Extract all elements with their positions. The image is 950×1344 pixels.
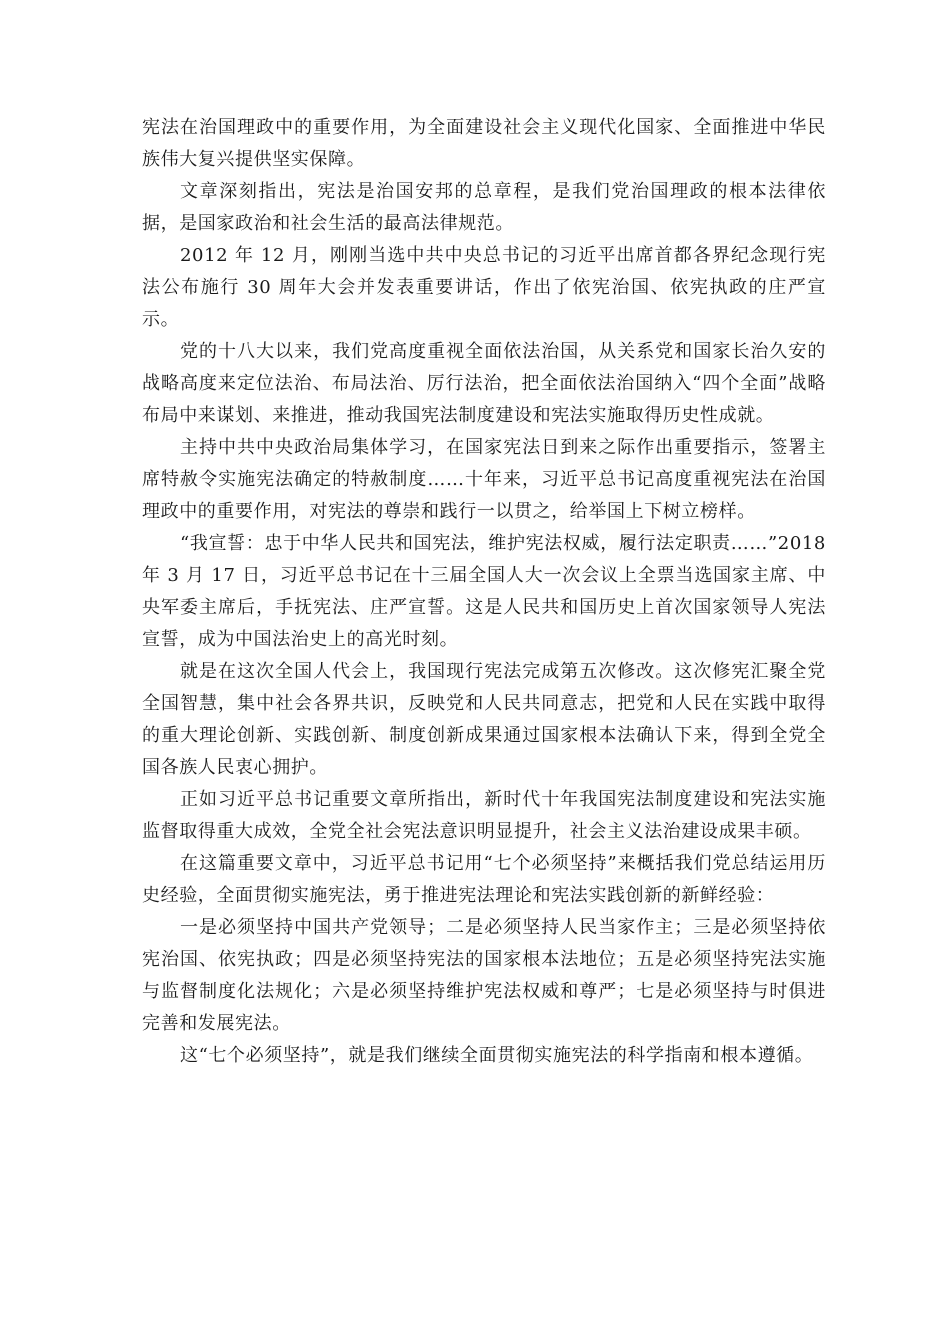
paragraph: 在这篇重要文章中，习近平总书记用“七个必须坚持”来概括我们党总结运用历史经验，全面贯彻实施宪法，勇于推进宪法理论和宪法实践创新的新鲜经验： [142,853,826,906]
document-body [142,112,826,1072]
paragraph: 党的十八大以来，我们党高度重视全面依法治国，从关系党和国家长治久安的战略高度来定位法治、布局法治、厉行法治，把全面依法治国纳入“四个全面”战略布局中来谋划、来推进，推动我国宪法制度建设和宪法实施取得历史性成就。 [142,341,826,426]
paragraph: 文章深刻指出，宪法是治国安邦的总章程，是我们党治国理政的根本法律依据，是国家政治和社会生活的最高法律规范。 [142,181,826,234]
paragraph: 2012 年 12 月，刚刚当选中共中央总书记的习近平出席首都各界纪念现行宪法公布施行 30 周年大会并发表重要讲话，作出了依宪治国、依宪执政的庄严宣示。 [142,245,826,330]
paragraph-conclusion: 这“七个必须坚持”，就是我们继续全面贯彻实施宪法的科学指南和根本遵循。 [180,1045,814,1066]
paragraph-oath-quote: “我宣誓：忠于中华人民共和国宪法，维护宪法权威，履行法定职责……”2018 年 3 月 17 日，习近平总书记在十三届全国人大一次会议上全票当选国家主席、中央军委主席后，手抚宪法、庄严宣誓。这是人民共和国历史上首次国家领导人宪法宣誓，成为中国法治史上的高光时刻。 [142,533,826,650]
paragraph: 就是在这次全国人代会上，我国现行宪法完成第五次修改。这次修宪汇聚全党全国智慧，集中社会各界共识，反映党和人民共同意志，把党和人民在实践中取得的重大理论创新、实践创新、制度创新成果通过国家根本法确认下来，得到全党全国各族人民衷心拥护。 [142,661,826,778]
paragraph-seven-principles: 一是必须坚持中国共产党领导；二是必须坚持人民当家作主；三是必须坚持依宪治国、依宪执政；四是必须坚持宪法的国家根本法地位；五是必须坚持宪法实施与监督制度化法规化；六是必须坚持维护宪法权威和尊严；七是必须坚持与时俱进完善和发展宪法。 [142,917,826,1034]
paragraph-continued: 宪法在治国理政中的重要作用，为全面建设社会主义现代化国家、全面推进中华民族伟大复兴提供坚实保障。 [142,117,826,170]
paragraph: 主持中共中央政治局集体学习，在国家宪法日到来之际作出重要指示，签署主席特赦令实施宪法确定的特赦制度……十年来，习近平总书记高度重视宪法在治国理政中的重要作用，对宪法的尊崇和践行一以贯之，给举国上下树立榜样。 [142,437,826,522]
paragraph: 正如习近平总书记重要文章所指出，新时代十年我国宪法制度建设和宪法实施监督取得重大成效，全党全社会宪法意识明显提升，社会主义法治建设成果丰硕。 [142,789,826,842]
